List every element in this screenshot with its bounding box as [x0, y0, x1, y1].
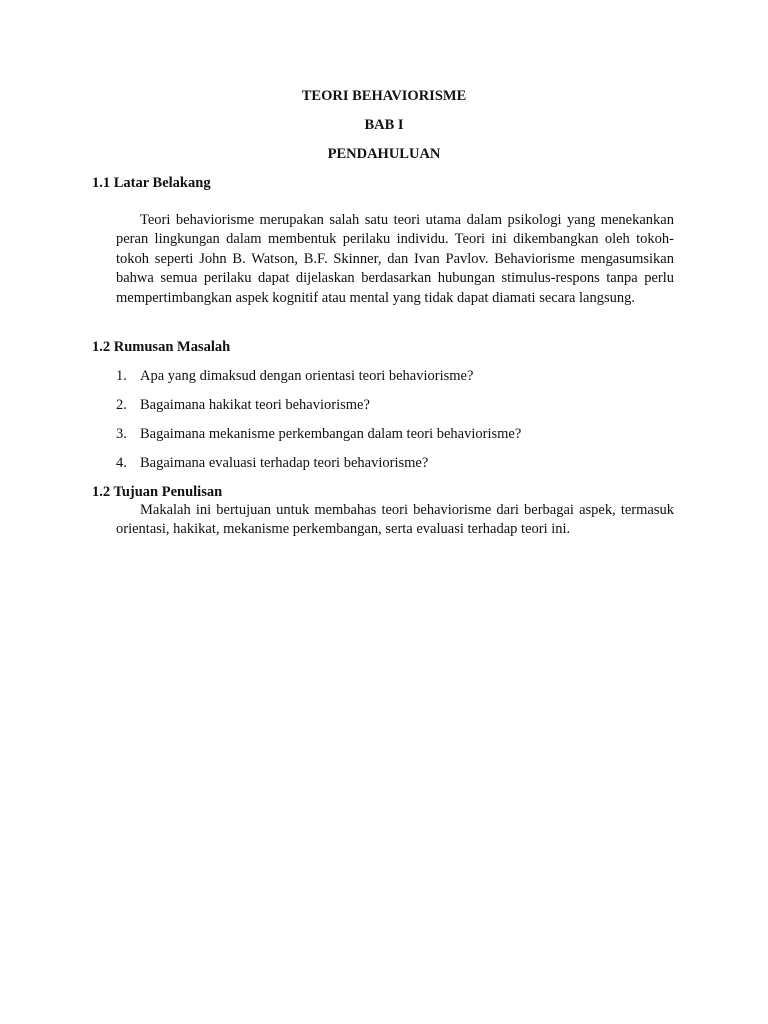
- document-title: TEORI BEHAVIORISME: [301, 88, 467, 104]
- list-item-number: 2.: [116, 397, 127, 413]
- list-item-text: Bagaimana evaluasi terhadap teori behaviorisme?: [140, 455, 429, 471]
- list-item-number: 3.: [116, 426, 127, 442]
- section-heading-rumusan-masalah: 1.2 Rumusan Masalah: [92, 339, 231, 355]
- paragraph-tujuan-penulisan: Makalah ini bertujuan untuk membahas teori behaviorisme dari berbagai aspek, termasuk orientasi, hakikat, mekanisme perkembangan, serta evaluasi terhadap teori ini.: [116, 502, 674, 538]
- list-item: [116, 425, 676, 454]
- rumusan-masalah-list: [116, 367, 676, 483]
- list-item: [116, 454, 676, 483]
- list-item-number: 1.: [116, 368, 127, 384]
- list-item-text: Bagaimana hakikat teori behaviorisme?: [140, 397, 370, 413]
- section-heading-latar-belakang: 1.1 Latar Belakang: [92, 175, 211, 191]
- list-item-text: Bagaimana mekanisme perkembangan dalam teori behaviorisme?: [140, 426, 522, 442]
- chapter-title: PENDAHULUAN: [327, 146, 441, 162]
- list-item-text: Apa yang dimaksud dengan orientasi teori behaviorisme?: [140, 368, 474, 384]
- list-item: [116, 367, 676, 396]
- list-item: [116, 396, 676, 425]
- chapter-number: BAB I: [364, 117, 404, 133]
- list-item-number: 4.: [116, 455, 127, 471]
- section-heading-tujuan-penulisan: 1.2 Tujuan Penulisan: [92, 484, 223, 500]
- paragraph-latar-belakang: Teori behaviorisme merupakan salah satu teori utama dalam psikologi yang menekankan peran lingkungan dalam membentuk perilaku individu. Teori ini dikembangkan oleh tokoh-tokoh seperti John B. Watson, B.F. Skinner, dan Ivan Pavlov. Behaviorisme mengasumsikan bahwa semua perilaku dapat dijelaskan berdasarkan hubungan stimulus-respons tanpa perlu mempertimbangkan aspek kognitif atau mental yang tidak dapat diamati secara langsung.: [116, 212, 674, 306]
